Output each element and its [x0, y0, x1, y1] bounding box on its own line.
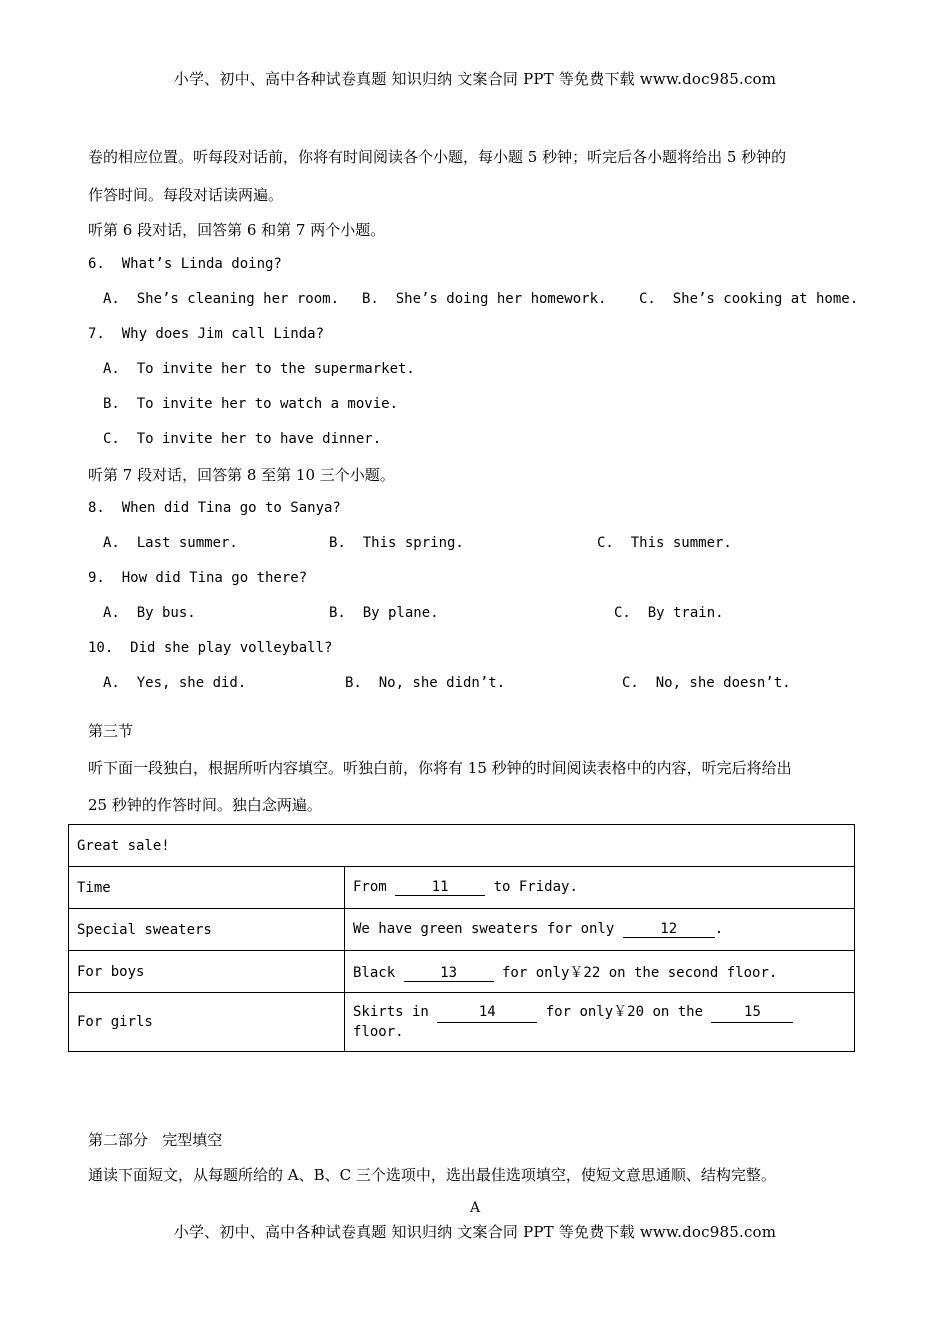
girls-prefix: Skirts in — [353, 1003, 438, 1020]
question-7-stem: 7. Why does Jim call Linda? — [88, 326, 325, 342]
blank-15[interactable]: 15 — [711, 1003, 793, 1023]
question-10-option-b: B. No, she didn’t. — [345, 675, 506, 691]
dialogue-6-instruction: 听第 6 段对话，回答第 6 和第 7 两个小题。 — [88, 221, 386, 239]
boys-value — [345, 951, 855, 993]
question-9-option-b: B. By plane. — [329, 605, 439, 621]
question-7-option-b: B. To invite her to watch a movie. — [103, 396, 399, 412]
passage-label: A — [469, 1200, 481, 1216]
blank-14[interactable]: 14 — [437, 1003, 537, 1023]
girls-suffix: floor. — [353, 1023, 404, 1040]
girls-label: For girls — [69, 993, 345, 1052]
question-6-option-c: C. She’s cooking at home. — [639, 291, 859, 307]
time-label: Time — [69, 867, 345, 909]
part2-instruction: 通读下面短文，从每题所给的 A、B、C 三个选项中，选出最佳选项填空，使短文意思通顺、结构完整。 — [88, 1166, 776, 1184]
question-8-option-a: A. Last summer. — [103, 535, 238, 551]
question-6-stem: 6. What’s Linda doing? — [88, 256, 282, 272]
part3-title: 第三节 — [88, 722, 134, 740]
boys-prefix: Black — [353, 964, 404, 981]
page-header: 小学、初中、高中各种试卷真题 知识归纳 文案合同 PPT 等免费下载 www.doc985.com — [173, 70, 777, 88]
time-value — [345, 867, 855, 909]
blank-12[interactable]: 12 — [623, 921, 715, 938]
boys-suffix: for only￥22 on the second floor. — [493, 964, 778, 981]
time-prefix: From — [353, 879, 396, 895]
sweater-suffix: . — [714, 921, 724, 937]
page-footer: 小学、初中、高中各种试卷真题 知识归纳 文案合同 PPT 等免费下载 www.doc985.com — [173, 1223, 777, 1241]
girls-middle: for only￥20 on the — [537, 1003, 712, 1020]
part2-title: 第二部分 完型填空 — [88, 1131, 223, 1149]
question-10-option-a: A. Yes, she did. — [103, 675, 247, 691]
table-row — [69, 951, 855, 993]
question-9-stem: 9. How did Tina go there? — [88, 570, 308, 586]
question-8-option-c: C. This summer. — [597, 535, 732, 551]
table-heading: Great sale! — [69, 825, 855, 867]
intro-line-1: 卷的相应位置。听每段对话前，你将有时间阅读各个小题，每小题 5 秒钟；听完后各小题将给出 5 秒钟的 — [88, 148, 787, 166]
table-row — [69, 909, 855, 951]
time-suffix: to Friday. — [485, 879, 578, 895]
table-row — [69, 825, 855, 867]
question-8-stem: 8. When did Tina go to Sanya? — [88, 500, 341, 516]
dialogue-7-instruction: 听第 7 段对话，回答第 8 至第 10 三个小题。 — [88, 466, 395, 484]
part3-instruction-line-2: 25 秒钟的作答时间。独白念两遍。 — [88, 796, 322, 814]
sweater-label: Special sweaters — [69, 909, 345, 951]
question-6-option-b: B. She’s doing her homework. — [362, 291, 607, 307]
sweater-value — [345, 909, 855, 951]
question-9-option-a: A. By bus. — [103, 605, 196, 621]
table-row — [69, 867, 855, 909]
boys-label: For boys — [69, 951, 345, 993]
question-10-stem: 10. Did she play volleyball? — [88, 640, 333, 656]
question-8-option-b: B. This spring. — [329, 535, 464, 551]
part3-instruction-line-1: 听下面一段独白，根据所听内容填空。听独白前，你将有 15 秒钟的时间阅读表格中的内容，听完后将给出 — [88, 759, 792, 777]
question-6-option-a: A. She’s cleaning her room. — [103, 291, 340, 307]
question-9-option-c: C. By train. — [614, 605, 724, 621]
question-10-option-c: C. No, she doesn’t. — [622, 675, 791, 691]
sweater-prefix: We have green sweaters for only — [353, 921, 623, 937]
blank-11[interactable]: 11 — [395, 879, 485, 896]
intro-line-2: 作答时间。每段对话读两遍。 — [88, 186, 284, 204]
sale-table — [68, 824, 855, 1052]
table-row — [69, 993, 855, 1052]
girls-value — [345, 993, 855, 1052]
question-7-option-c: C. To invite her to have dinner. — [103, 431, 382, 447]
question-7-option-a: A. To invite her to the supermarket. — [103, 361, 415, 377]
blank-13[interactable]: 13 — [404, 965, 494, 982]
